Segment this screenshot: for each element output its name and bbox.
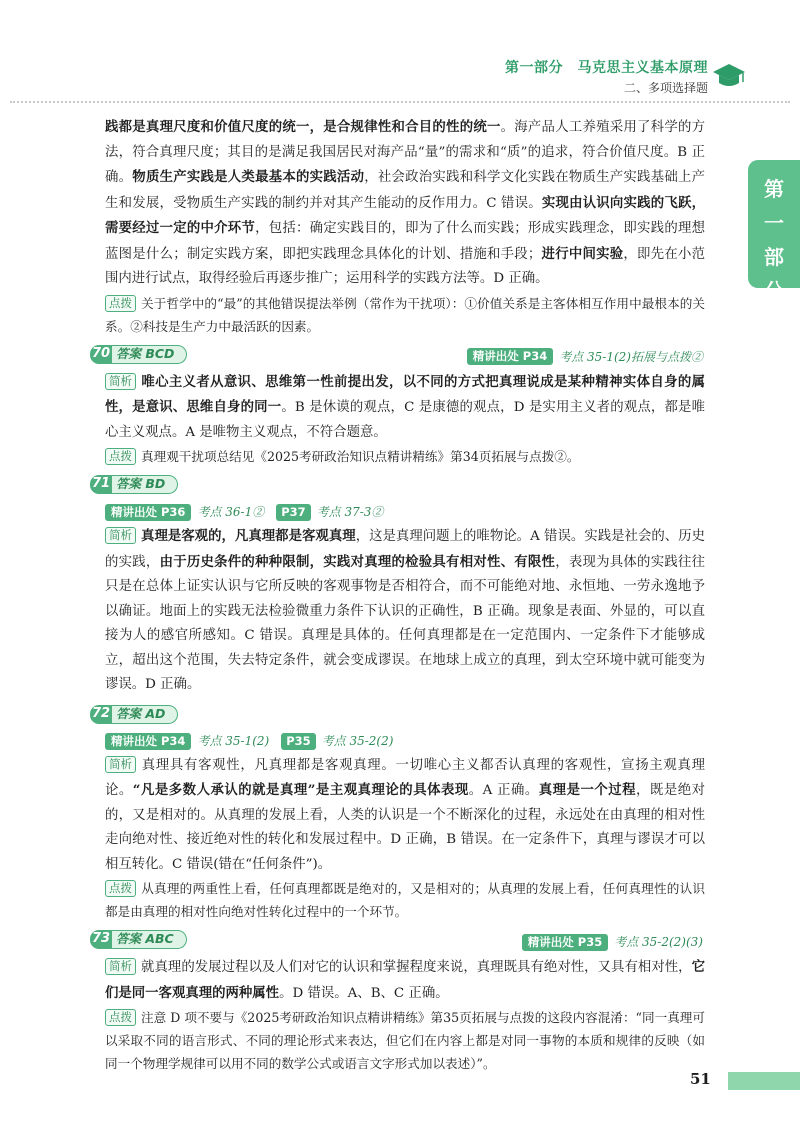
answer-label: 答案 ABC (112, 930, 187, 949)
source-badge: 精讲出处 P34 (105, 733, 191, 750)
answer-badge (90, 705, 178, 724)
source-reference (105, 730, 705, 754)
question-number: 72 (90, 705, 112, 724)
analysis-tag: 简析 (105, 756, 136, 773)
emphasis: “凡是多数人承认的就是真理”是主观真理论的具体表现 (132, 782, 469, 798)
section-side-tab (748, 160, 800, 303)
emphasis: 唯心主义者从意识、思维第一性前提出发，以不同的方式把真理说成是某种精神实体自身的属性，是意识、思维自身的同一 (105, 373, 705, 415)
source-badge: 精讲出处 P34 (467, 348, 553, 365)
source-text: 考点 35-2(2) (321, 734, 394, 749)
answer-badge (90, 930, 187, 949)
answer-badge (90, 345, 187, 364)
source-reference (467, 345, 715, 370)
question-number: 73 (90, 930, 112, 949)
text: 。海产品人工养殖采用了科学的方法，符合真理尺度；其目的是满足我国居民对海产品“量”的需求和“质”的追求，符合价值尺度。B 正确。 (105, 120, 706, 185)
answer-badge (90, 475, 178, 494)
analysis-paragraph (105, 524, 705, 698)
question-number: 70 (90, 345, 112, 364)
source-badge: 精讲出处 P36 (105, 504, 191, 521)
answer-label: 答案 AD (112, 705, 178, 724)
page-number-bar (728, 1072, 800, 1090)
analysis-tag: 简析 (105, 527, 136, 544)
text: 。B 是休谟的观点，C 是康德的观点，D 是实用主义者的观点，都是唯心主义观点。A 是唯物主义观点，不符合题意。 (105, 400, 705, 440)
source-text: 考点 36-1② (197, 504, 265, 519)
note-text: 真理观干扰项总结见《2025考研政治知识点精讲精练》第34页拓展与点拨②。 (141, 449, 580, 464)
text: 真理具有客观性，凡真理都是客观真理。一切唯心主义都否认真理的客观性，宣扬主观真理论。 (105, 757, 705, 798)
side-tab-label: 第一部分 (764, 177, 784, 303)
text: ，表现为具体的实践往往只是在总体上证实认识与它所反映的客观事物是否相符合，而不可能绝对地、永恒地、一劳永逸地予以确证。地面上的实践无法检验微重力条件下认识的正确性，B 正确。现象是表面、外显的，可以直接为人的感官所感知。C 错误。真理是具体的。任何真理都是在一定范围内、一定条件下才能够成立，超出这个范围，失去特定条件，就会变成谬误。在地球上成立的真理，到太空环境中就可能变为谬误。D 正确。 (105, 554, 706, 692)
analysis-paragraph (105, 955, 705, 1006)
section-subtitle: 二、多项选择题 (623, 81, 708, 95)
emphasis: 践都是真理尺度和价值尺度的统一，是合规律性和合目的性的统一 (105, 119, 501, 135)
note-text: 从真理的两重性上看，任何真理都既是绝对的，又是相对的；从真理的发展上看，任何真理性的认识都是由真理的相对性向绝对性转化过程中的一个环节。 (105, 881, 705, 919)
emphasis: 由于历史条件的种种限制，实践对真理的检验具有相对性、有限性 (159, 553, 556, 570)
emphasis: 实现由认识向实践的飞跃，需要经过一定的中介环节 (105, 194, 706, 236)
page-content (91, 115, 706, 1075)
answer-label: 答案 BD (112, 475, 178, 494)
text: ，包括：确定实践目的，即为了什么而实践；形成实践理念，即实践的理想蓝图是什么；制定实践方案，即把实践理念具体化的计划、措施和手段； (105, 221, 705, 262)
note-paragraph (105, 877, 705, 923)
text: ，社会政治实践和科学文化实践在物质生产实践基础上产生和发展，受物质生产实践的制约并对其产生能动的反作用力。C 错误。 (105, 170, 706, 211)
note-paragraph (105, 1006, 705, 1075)
emphasis: 真理是客观的，凡真理都是客观真理 (141, 528, 356, 544)
source-badge: P37 (276, 504, 310, 521)
source-badge: P35 (281, 733, 315, 750)
note-tag: 点拨 (105, 295, 136, 312)
note-text: 注意 D 项不要与《2025考研政治知识点精讲精练》第35页拓展与点拨的这段内容混淆：“同一真理可以采取不同的语言形式、不同的理论形式来表达，但它们在内容上都是对同一事物的本质和规律的反映（如同一个物理学规律可以用不同的数学公式或语言文字形式加以表述）”。 (105, 1010, 705, 1071)
text: ，既是绝对的，又是相对的。从真理的发展上看，人类的认识是一个不断深化的过程，永远处在由真理的相对性走向绝对性、接近绝对性的转化和发展过程中。D 正确，B 错误。在一定条件下，真理与谬误才可以相互转化。C 错误(错在“任何条件”)。 (105, 783, 706, 872)
note-paragraph (105, 292, 705, 338)
source-text: 考点 35-2(2)(3) (614, 935, 703, 949)
source-reference (105, 500, 705, 524)
source-text: 考点 37-3② (316, 504, 384, 519)
answer-row-70 (90, 342, 705, 368)
emphasis: 真理是一个过程 (538, 782, 637, 798)
page-number: 51 (690, 1070, 711, 1088)
emphasis: 物质生产实践是人类最基本的实践活动 (132, 169, 365, 185)
analysis-paragraph (105, 754, 705, 878)
answer-label: 答案 BCD (112, 345, 187, 364)
text: ，这是真理问题上的唯物论。A 错误。实践是社会的、历史的实践， (105, 529, 706, 570)
question-number: 71 (90, 475, 112, 494)
analysis-paragraph (105, 370, 705, 446)
analysis-tag: 简析 (105, 373, 136, 390)
answer-row-72 (90, 702, 705, 728)
emphasis: 它们是同一客观真理的两种属性 (105, 959, 705, 1001)
part-title: 第一部分 马克思主义基本原理 (505, 60, 708, 76)
text: ，即先在小范围内进行试点，取得经验后再逐步推广；运用科学的实践方法等。D 正确。 (105, 246, 706, 286)
answer-row-73 (90, 927, 705, 953)
source-text: 考点 35-1(2) (197, 734, 270, 749)
text: 就真理的发展过程以及人们对它的认识和掌握程度来说，真理既具有绝对性，又具有相对性， (141, 960, 692, 975)
answer-row-71 (90, 472, 705, 498)
source-reference (522, 930, 715, 955)
note-tag: 点拨 (105, 880, 136, 897)
analysis-tag: 简析 (105, 958, 136, 975)
note-paragraph (105, 445, 705, 468)
note-text: 关于哲学中的“最”的其他错误提法举例（常作为干扰项）：①价值关系是主客体相互作用中最根本的关系。②科技是生产力中最活跃的因素。 (105, 295, 705, 334)
emphasis: 进行中间实验 (541, 245, 624, 262)
source-text: 考点 35-1(2)拓展与点拨② (559, 349, 703, 364)
note-tag: 点拨 (105, 448, 136, 465)
text: 。D 错误。A、B、C 正确。 (279, 985, 449, 1001)
text: 。A 正确。 (468, 783, 539, 798)
answer-paragraph (105, 115, 705, 292)
source-badge: 精讲出处 P35 (522, 934, 608, 951)
graduation-cap-icon (712, 62, 746, 90)
header-divider (10, 101, 790, 103)
page-header (0, 0, 800, 100)
note-tag: 点拨 (105, 1009, 136, 1026)
